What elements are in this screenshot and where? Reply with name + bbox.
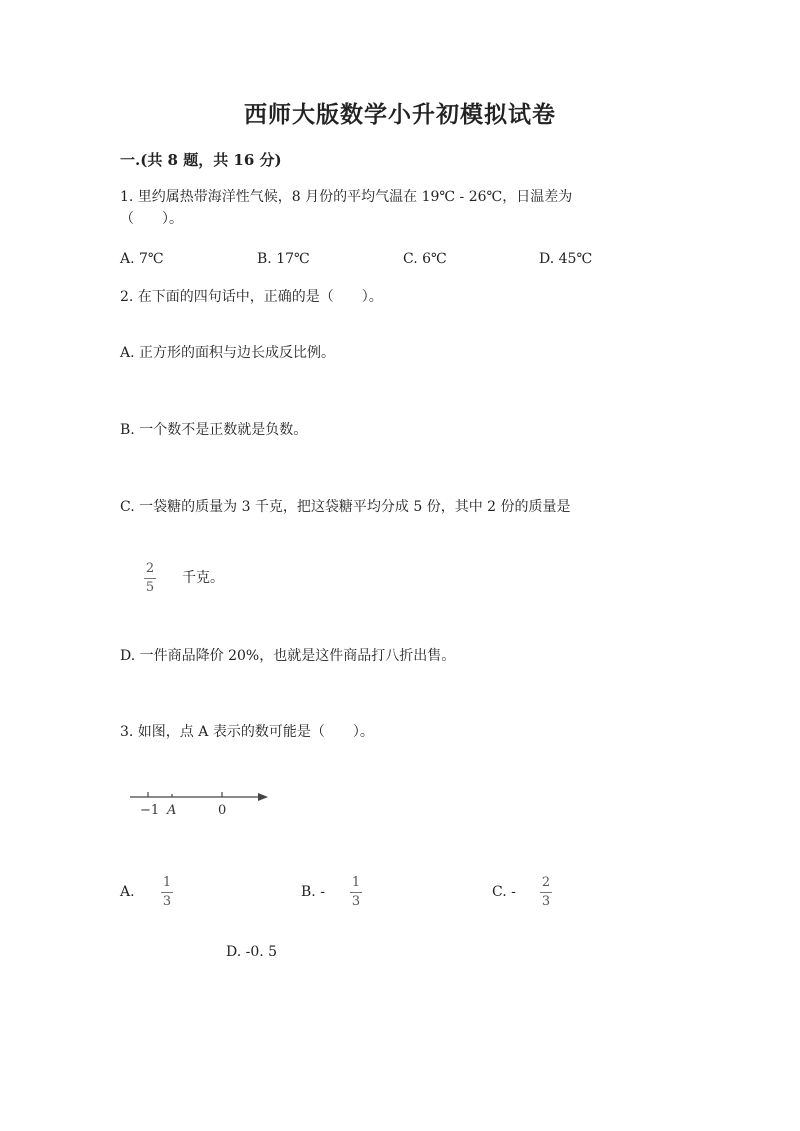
- q3-option-c-prefix: C. -: [492, 884, 516, 900]
- label-a: A: [167, 803, 177, 818]
- fraction-numerator: 1: [162, 875, 172, 890]
- fraction-numerator: 1: [351, 875, 361, 890]
- fraction-numerator: 2: [145, 561, 155, 576]
- q2-option-d: D. 一件商品降价 20%，也就是这件商品打八折出售。: [120, 648, 456, 664]
- fraction-bar: [144, 578, 156, 579]
- q1-option-d: D. 45℃: [539, 251, 593, 267]
- fraction-bar: [161, 892, 173, 893]
- q2-stem: 2. 在下面的四句话中，正确的是（ ）。: [120, 289, 383, 305]
- q1-option-a: A. 7℃: [120, 251, 164, 267]
- q1-stem-line1: 1. 里约属热带海洋性气候，8 月份的平均气温在 19℃ - 26℃，日温差为: [120, 189, 573, 205]
- q2-option-a: A. 正方形的面积与边长成反比例。: [120, 345, 336, 361]
- label-zero: 0: [218, 803, 227, 818]
- q3-option-a-prefix: A.: [120, 884, 135, 900]
- q2-option-c-unit: 千克。: [182, 570, 224, 586]
- q3-option-b-prefix: B. -: [301, 884, 325, 900]
- q1-option-b: B. 17℃: [257, 251, 310, 267]
- q1-option-c: C. 6℃: [403, 251, 447, 267]
- fraction-denominator: 5: [145, 580, 155, 595]
- q3-option-c-fraction: [540, 876, 552, 909]
- q2-option-c: C. 一袋糖的质量为 3 千克，把这袋糖平均分成 5 份，其中 2 份的质量是: [120, 499, 571, 515]
- q1-stem-line2: （ ）。: [120, 211, 183, 227]
- q3-stem: 3. 如图，点 A 表示的数可能是（ ）。: [120, 724, 374, 740]
- q2-option-b: B. 一个数不是正数就是负数。: [120, 422, 308, 438]
- page-title: 西师大版数学小升初模拟试卷: [244, 101, 556, 128]
- section-heading: 一.(共 8 题，共 16 分): [120, 151, 282, 169]
- fraction-bar: [350, 892, 362, 893]
- q3-option-a-fraction: [161, 876, 173, 909]
- fraction-denominator: 3: [162, 894, 172, 909]
- arrow-head-icon: [258, 793, 268, 801]
- fraction-denominator: 3: [351, 894, 361, 909]
- label-neg1: −1: [140, 803, 160, 818]
- q3-option-d: D. -0. 5: [226, 944, 278, 960]
- q2-option-c-fraction: [144, 562, 156, 595]
- q3-option-b-fraction: [350, 876, 362, 909]
- number-line-figure: [126, 786, 276, 822]
- fraction-numerator: 2: [541, 875, 551, 890]
- fraction-denominator: 3: [541, 894, 551, 909]
- fraction-bar: [540, 892, 552, 893]
